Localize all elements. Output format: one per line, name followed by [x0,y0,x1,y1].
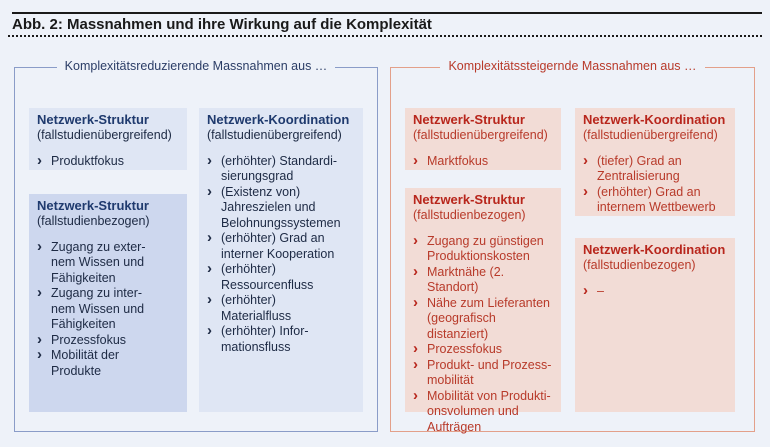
box-subtitle: (fallstudienbezogen) [583,258,696,272]
measure-list [207,154,357,356]
measure-item: › Produkt- und Prozess- mobilität [413,358,555,389]
box-subtitle: (fallstudienübergreifend) [583,128,718,142]
box-subtitle: (fallstudienbezogen) [413,208,526,222]
increasing-struktur-uebergreifend-box [405,108,561,170]
increasing-koordination-uebergreifend-box [575,108,735,216]
measure-list [37,154,181,170]
measure-item: › (erhöhter) Infor- mationsfluss [207,324,357,355]
box-title: Netzwerk-Struktur [413,192,525,207]
increasing-koordination-bezogen-box [575,238,735,412]
reducing-koordination-uebergreifend-box [199,108,363,412]
reducing-measures-group [14,59,378,432]
measure-item: › (erhöhter) Standardi- sierungsgrad [207,154,357,185]
measure-list [37,240,181,380]
measure-item: › Zugang zu exter- nem Wissen und Fähigkeiten [37,240,181,287]
increasing-group-label: Komplexitätssteigernde Massnahmen aus … [440,59,704,73]
measure-list [413,234,555,436]
figure-title: Abb. 2: Massnahmen und ihre Wirkung auf die Komplexität [12,12,762,36]
measure-item: › (erhöhter) Ressourcenfluss [207,262,357,293]
title-dotted-rule [8,35,762,37]
measure-item: › Prozessfokus [413,342,555,358]
increasing-measures-group [390,59,755,434]
measure-item: › Produktfokus [37,154,181,170]
measure-item: › Zugang zu günstigen Produktionskosten [413,234,555,265]
measure-list [583,284,729,300]
measure-item: › Mobilität der Produkte [37,348,181,379]
reducing-struktur-uebergreifend-box [29,108,187,170]
increasing-struktur-bezogen-box [405,188,561,434]
box-title: Netzwerk-Struktur [37,198,149,213]
box-title: Netzwerk-Koordination [207,112,350,127]
measure-list [583,154,729,216]
measure-item: › – [583,284,729,300]
measure-item: › (erhöhter) Grad an interner Kooperation [207,231,357,262]
measure-item: › Marktnähe (2. Standort) [413,265,555,296]
measure-item: › Mobilität von Produkti- onsvolumen und Aufträgen [413,389,555,436]
reducing-group-label: Komplexitätsreduzierende Massnahmen aus … [57,59,336,73]
box-subtitle: (fallstudienübergreifend) [413,128,548,142]
measure-item: › (erhöhter) Grad an internem Wettbewerb [583,185,729,216]
reducing-struktur-bezogen-box [29,194,187,412]
box-title: Netzwerk-Koordination [583,242,726,257]
measure-item: › (Existenz von) Jahreszielen und Belohnungssystemen [207,185,357,232]
box-subtitle: (fallstudienübergreifend) [207,128,342,142]
box-title: Netzwerk-Koordination [583,112,726,127]
box-title: Netzwerk-Struktur [37,112,149,127]
measure-item: › Marktfokus [413,154,555,170]
box-subtitle: (fallstudienbezogen) [37,214,150,228]
box-subtitle: (fallstudienübergreifend) [37,128,172,142]
measure-item: › Zugang zu inter- nem Wissen und Fähigkeiten [37,286,181,333]
measure-item: › (tiefer) Grad an Zentralisierung [583,154,729,185]
box-title: Netzwerk-Struktur [413,112,525,127]
measure-item: › Nähe zum Lieferanten (geografisch distanziert) [413,296,555,343]
measure-item: › Prozessfokus [37,333,181,349]
measure-item: › (erhöhter) Materialfluss [207,293,357,324]
measure-list [413,154,555,170]
